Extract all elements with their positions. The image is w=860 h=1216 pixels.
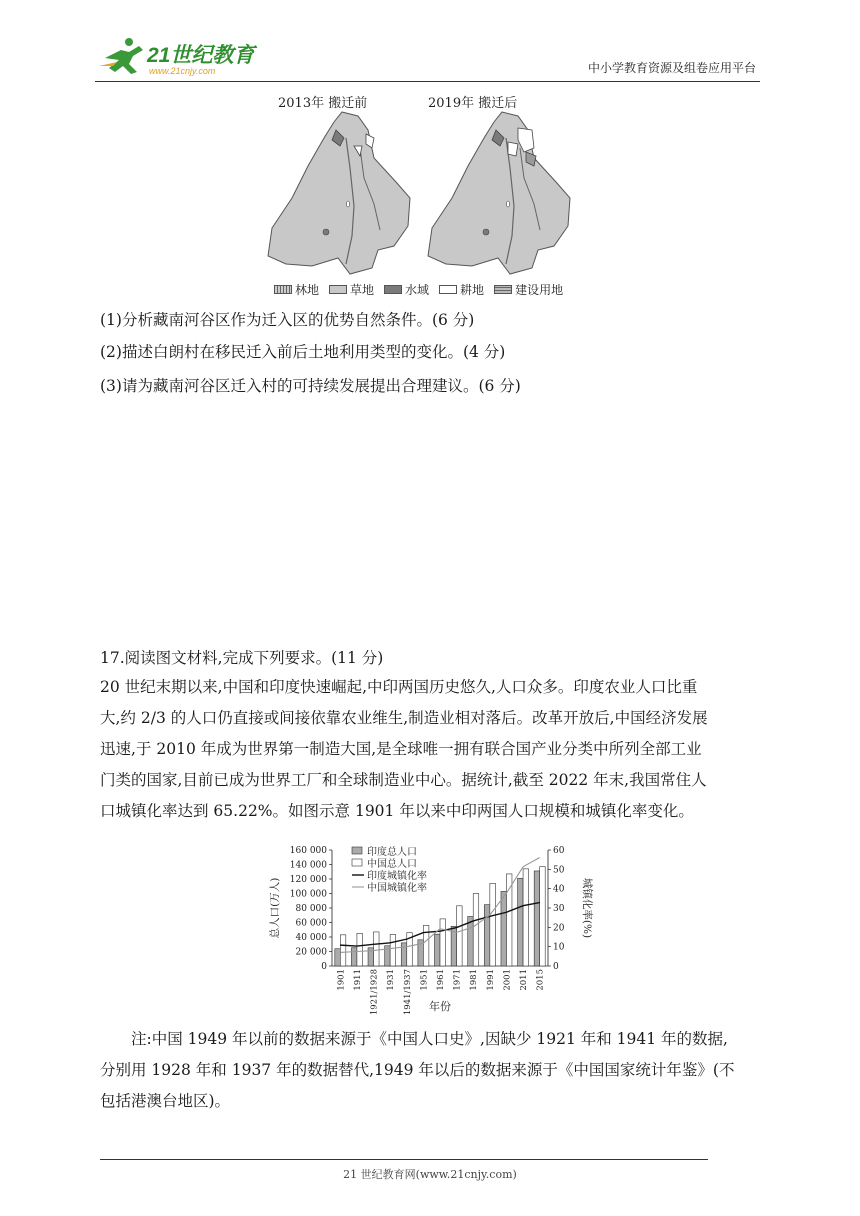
build-swatch [494, 285, 512, 294]
bar-china-population [523, 869, 529, 966]
y2-axis-label: 城镇化率(%) [581, 877, 593, 939]
legend-farm [439, 281, 484, 298]
x-tick-label: 2011 [519, 969, 530, 991]
land-use-maps [258, 92, 598, 302]
legend-label: 建设用地 [515, 283, 564, 297]
x-tick-label: 1901 [336, 969, 347, 991]
bar-china-population [357, 933, 363, 966]
legend-label: 印度城镇化率 [367, 871, 427, 882]
legend-label: 水域 [405, 283, 430, 297]
bar-china-population [457, 906, 463, 966]
y2-tick-label: 50 [553, 865, 565, 876]
x-tick-label: 1931 [386, 969, 397, 991]
bar-india-population [534, 871, 540, 966]
y-tick-label: 140 000 [289, 860, 327, 871]
x-tick-label: 1921/1928 [369, 969, 380, 1016]
y2-tick-label: 30 [553, 904, 565, 914]
y-tick-label: 80 000 [295, 904, 327, 914]
map-legend [274, 281, 563, 298]
legend-build [494, 281, 563, 298]
population-urbanization-chart [268, 842, 593, 1016]
y-tick-label: 20 000 [295, 947, 327, 958]
legend-swatch [352, 847, 362, 854]
bar-china-population [540, 867, 546, 966]
bar-china-population [473, 894, 479, 967]
y2-tick-label: 60 [553, 846, 565, 856]
legend-label: 中国总人口 [367, 859, 417, 870]
legend-forest [274, 281, 319, 298]
legend-label: 草地 [350, 283, 375, 297]
bar-india-population [468, 916, 474, 966]
x-tick-label: 1911 [352, 969, 363, 991]
chart-note [100, 1024, 768, 1117]
logo-text: 21世纪教育 [147, 44, 255, 67]
question-2: (2)描述白朗村在移民迁入前后土地利用类型的变化。(4 分) [100, 343, 506, 361]
footer-text: 21 世纪教育网(www.21cnjy.com) [343, 1168, 517, 1181]
water-swatch [384, 285, 402, 294]
question-3: (3)请为藏南河谷区迁入村的可持续发展提出合理建议。(6 分) [100, 377, 521, 395]
legend-label: 中国城镇化率 [367, 883, 427, 894]
legend-grass [329, 281, 374, 298]
y2-tick-label: 10 [553, 942, 565, 953]
x-tick-label: 1971 [452, 969, 463, 991]
bar-india-population [501, 891, 507, 966]
note-line: 包括港澳台地区)。 [100, 1092, 231, 1110]
logo-21cnjy [95, 36, 265, 80]
bar-india-population [435, 934, 441, 966]
y-tick-label: 60 000 [295, 918, 327, 929]
y-tick-label: 100 000 [289, 889, 327, 900]
material-line: 20 世纪末期以来,中国和印度快速崛起,中印两国历史悠久,人口众多。印度农业人口比重 [100, 678, 698, 696]
x-tick-label: 1951 [419, 969, 430, 991]
x-tick-label: 1981 [469, 969, 480, 991]
material-line: 迅速,于 2010 年成为世界第一制造大国,是全球唯一拥有联合国产业分类中所列全部工业 [100, 740, 702, 758]
x-tick-label: 1991 [485, 969, 496, 991]
bar-india-population [518, 878, 524, 966]
map-after [422, 108, 582, 280]
grass-swatch [329, 285, 347, 294]
x-tick-label: 2015 [535, 969, 546, 991]
material-line: 口城镇化率达到 65.22%。如图示意 1901 年以来中印两国人口规模和城镇化率变化。 [100, 802, 694, 820]
bar-india-population [335, 949, 341, 966]
map-before [262, 108, 422, 280]
page-header [95, 36, 760, 82]
y-tick-label: 40 000 [295, 933, 327, 943]
legend-label: 林地 [295, 283, 320, 297]
note-line: 注:中国 1949 年以前的数据来源于《中国人口史》,因缺少 1921 年和 1941 年的数据, [131, 1030, 728, 1048]
question-17-title: 17.阅读图文材料,完成下列要求。(11 分) [100, 649, 384, 667]
material-line: 门类的国家,目前已成为世界工厂和全球制造业中心。据统计,截至 2022 年末,我国常住人 [100, 771, 707, 789]
farm-swatch [439, 285, 457, 294]
footer-divider [100, 1159, 708, 1160]
bar-china-population [440, 919, 446, 966]
legend-swatch [352, 859, 362, 866]
logo-url: www.21cnjy.com [149, 66, 216, 76]
bar-india-population [484, 905, 490, 966]
note-line: 分别用 1928 年和 1937 年的数据替代,1949 年以后的数据来源于《中国国家统计年鉴》(不 [100, 1061, 735, 1079]
x-axis-label: 年份 [429, 1000, 451, 1013]
bar-india-population [351, 948, 357, 966]
legend-label: 印度总人口 [367, 847, 417, 858]
y-axis-label: 总人口(万人) [269, 877, 281, 939]
bar-china-population [490, 883, 496, 966]
forest-swatch [274, 285, 292, 294]
runner-icon [99, 38, 143, 74]
legend-water [384, 281, 429, 298]
question-1: (1)分析藏南河谷区作为迁入区的优势自然条件。(6 分) [100, 311, 475, 329]
material-line: 大,约 2/3 的人口仍直接或间接依靠农业维生,制造业相对落后。改革开放后,中国经济发展 [100, 709, 708, 727]
bar-china-population [390, 934, 396, 966]
header-platform-text: 中小学教育资源及组卷应用平台 [587, 61, 756, 75]
map-title-before: 2013年 搬迁前 [278, 96, 368, 111]
x-tick-label: 1961 [436, 969, 446, 991]
y-tick-label: 120 000 [289, 875, 327, 885]
y-tick-label: 160 000 [289, 846, 327, 856]
bar-china-population [340, 935, 346, 966]
x-tick-label: 1941/1937 [402, 969, 413, 1016]
y2-tick-label: 0 [553, 962, 559, 972]
y2-tick-label: 40 [553, 884, 565, 895]
legend-label: 耕地 [460, 283, 485, 297]
x-tick-label: 2001 [502, 969, 513, 991]
y2-tick-label: 20 [553, 923, 565, 934]
map-title-after: 2019年 搬迁后 [428, 96, 518, 111]
bar-china-population [374, 932, 380, 966]
question-17-material [100, 672, 768, 827]
y-tick-label: 0 [321, 962, 327, 972]
